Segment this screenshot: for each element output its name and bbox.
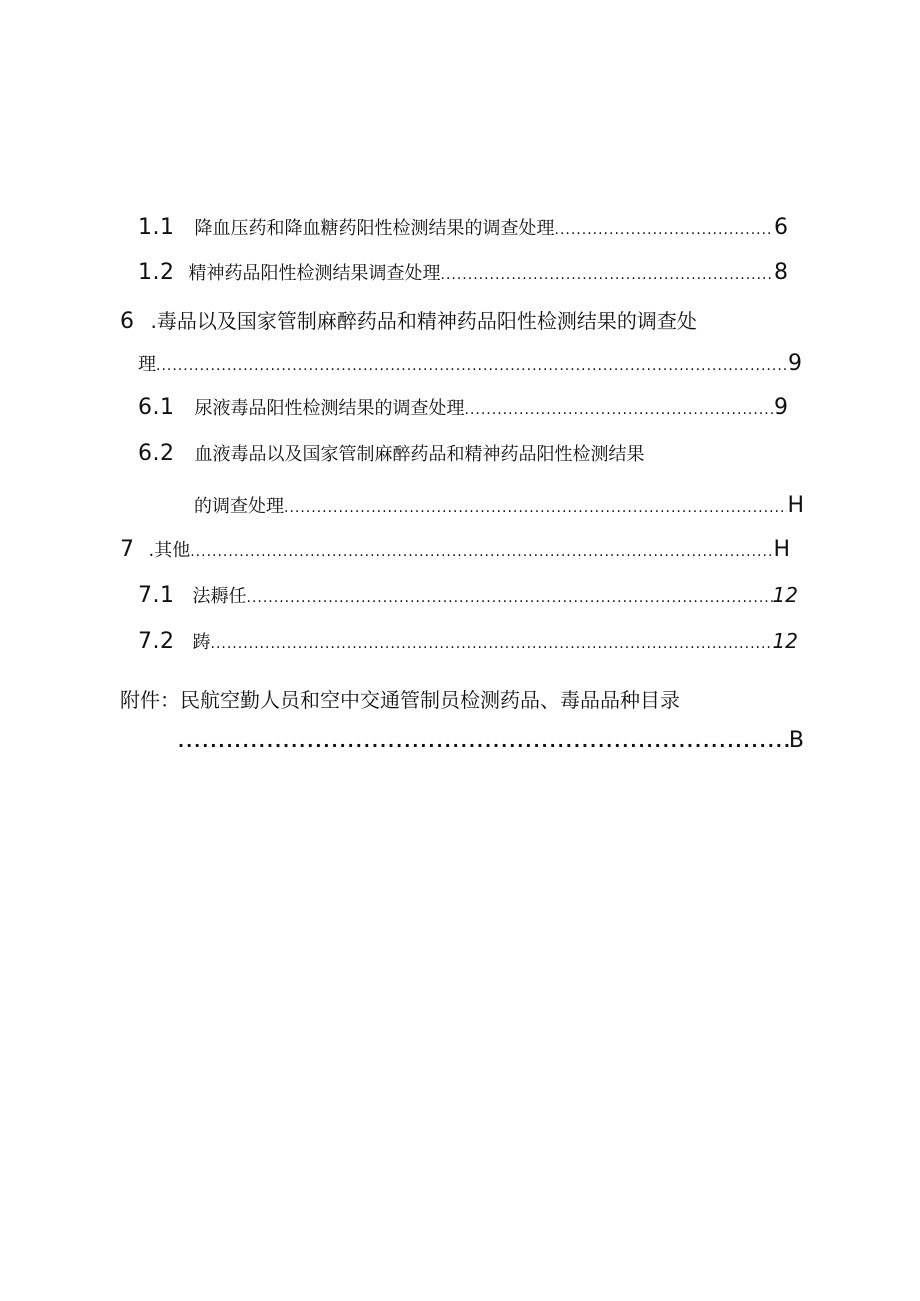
- toc-entry-title: 踌: [192, 632, 211, 653]
- toc-entry-number: 6.1: [138, 395, 175, 420]
- dot-leader: [441, 267, 775, 283]
- toc-entry-page: 6: [774, 215, 788, 240]
- toc-entry-6-2[interactable]: [138, 440, 758, 466]
- toc-entry-title: .毒品以及国家管制麻醉药品和精神药品阳性检测结果的调查处: [150, 309, 697, 333]
- toc-entry-title: 尿液毒品阳性检测结果的调查处理: [194, 398, 465, 419]
- toc-entry-number: 1.2: [138, 260, 175, 285]
- toc-entry-7-2[interactable]: [138, 628, 798, 654]
- toc-entry-1-2[interactable]: [138, 259, 788, 285]
- toc-entry-page: 12: [772, 583, 798, 607]
- toc-entry-page: H: [773, 537, 790, 562]
- toc-entry-number: 7: [120, 537, 135, 562]
- toc-entry-page: 9: [774, 395, 788, 420]
- toc-entry-title: 附件：民航空勤人员和空中交通管制员检测药品、毒品品种目录: [120, 688, 680, 712]
- toc-entry-title: 降血压药和降血糖药阳性检测结果的调查处理: [194, 218, 555, 239]
- toc-entry-6-1[interactable]: [138, 394, 788, 420]
- toc-entry-appendix-continued[interactable]: [178, 728, 804, 753]
- dot-leader: [555, 222, 775, 238]
- toc-entry-title: .其他: [148, 540, 191, 561]
- toc-entry-1-1[interactable]: [138, 214, 788, 240]
- toc-entry-page: 8: [774, 260, 788, 285]
- toc-entry-page: 9: [788, 351, 802, 376]
- toc-entry-6-continued[interactable]: [138, 350, 802, 376]
- toc-entry-number: 7.1: [138, 583, 175, 608]
- toc-entry-7-1[interactable]: [138, 582, 798, 608]
- dot-leader: [465, 402, 775, 418]
- toc-entry-page: B: [788, 728, 804, 753]
- dot-leader: [178, 732, 789, 751]
- toc-entry-number: 1.1: [138, 215, 175, 240]
- toc-entry-6-2-continued[interactable]: [194, 492, 804, 518]
- dot-leader: [247, 590, 773, 606]
- toc-entry-page: 12: [772, 629, 798, 653]
- toc-entry-page: H: [787, 493, 804, 518]
- toc-entry-number: 6.2: [138, 441, 175, 466]
- toc-entry-number: 7.2: [138, 629, 175, 654]
- toc-entry-6[interactable]: [120, 305, 740, 334]
- toc-entry-title: 法耨任: [192, 586, 247, 607]
- toc-entry-title: 血液毒品以及国家管制麻醉药品和精神药品阳性检测结果: [194, 444, 645, 465]
- dot-leader: [190, 544, 773, 560]
- toc-entry-7[interactable]: [120, 536, 790, 562]
- dot-leader: [156, 358, 788, 374]
- toc-entry-title-continued: 的调查处理: [194, 496, 284, 517]
- dot-leader: [284, 500, 787, 516]
- toc-entry-appendix[interactable]: [120, 684, 740, 713]
- toc-entry-number: 6: [120, 309, 135, 334]
- toc-entry-title: 精神药品阳性检测结果调查处理: [188, 263, 441, 284]
- toc-entry-title-continued: 理: [138, 354, 156, 375]
- dot-leader: [211, 636, 773, 652]
